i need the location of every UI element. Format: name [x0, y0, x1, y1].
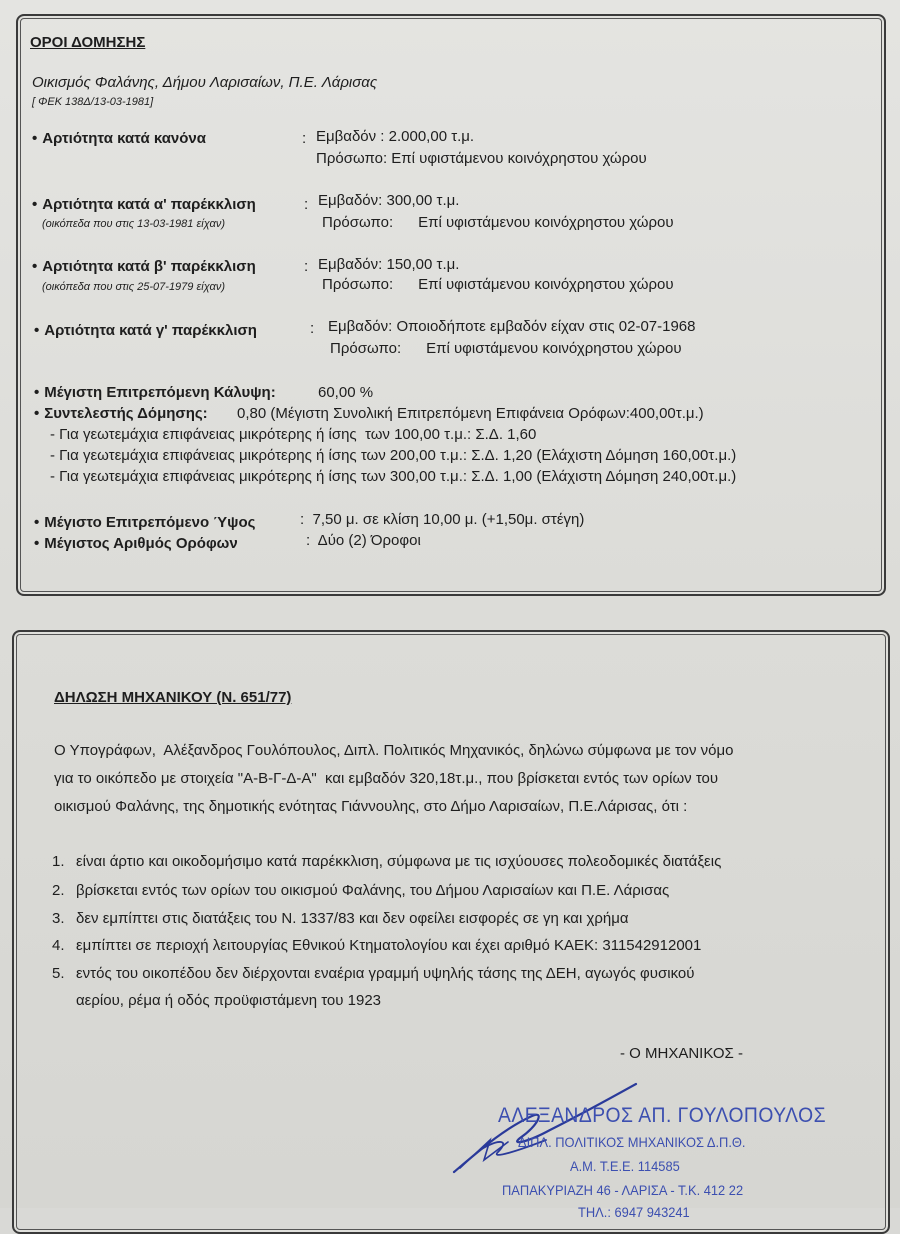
coverage-value: 60,00 % — [318, 384, 374, 401]
item-text: είναι άρτιο και οικοδομήσιμο κατά παρέκκλιση, σύμφωνα με τις ισχύουσες πολεοδομικές διατάξεις — [76, 853, 722, 870]
intro-line: για το οικόπεδο με στοιχεία "Α-Β-Γ-Δ-Α" και εμβαδόν 320,18τ.μ., που βρίσκεται εντός των ορίων του — [54, 770, 719, 787]
rule-label: • Αρτιότητα κατά α' παρέκκλιση — [32, 196, 256, 213]
item-number: 4. — [52, 937, 65, 954]
rule-area: Εμβαδόν: 300,00 τ.μ. — [318, 192, 460, 209]
coverage-label: • Μέγιστη Επιτρεπόμενη Κάλυψη: — [34, 384, 276, 401]
density-value: 0,80 (Μέγιστη Συνολική Επιτρεπόμενη Επιφάνεια Ορόφων:400,00τ.μ.) — [237, 405, 704, 422]
rule-frontage: Πρόσωπο: Επί υφιστάμενου κοινόχρηστου χώρου — [316, 150, 647, 167]
rule-frontage: Πρόσωπο: Επί υφιστάμενου κοινόχρηστου χώρου — [322, 214, 674, 231]
rule-frontage: Πρόσωπο: Επί υφιστάμενου κοινόχρηστου χώρου — [330, 340, 682, 357]
rule-separator: : — [304, 258, 309, 275]
rule-frontage: Πρόσωπο: Επί υφιστάμενου κοινόχρηστου χώρου — [322, 276, 674, 293]
item-text-continued: αερίου, ρέμα ή οδός προϋφιστάμενη του 1923 — [76, 992, 382, 1009]
declaration-heading: ΔΗΛΩΣΗ ΜΗΧΑΝΙΚΟΥ (Ν. 651/77) — [54, 689, 292, 706]
item-text: βρίσκεται εντός των ορίων του οικισμού Φαλάνης, του Δήμου Λαρισαίων και Π.Ε. Λάρισας — [76, 882, 670, 899]
item-text: δεν εμπίπτει στις διατάξεις του Ν. 1337/83 και δεν οφείλει εισφορές σε γη και χρήμα — [76, 910, 629, 927]
item-number: 3. — [52, 910, 65, 927]
rule-note: (οικόπεδα που στις 25-07-1979 είχαν) — [42, 281, 225, 293]
height-value: : 7,50 μ. σε κλίση 10,00 μ. (+1,50μ. στέγη) — [300, 511, 585, 528]
rule-separator: : — [302, 130, 307, 147]
rule-note: (οικόπεδα που στις 13-03-1981 είχαν) — [42, 218, 225, 230]
item-number: 2. — [52, 882, 65, 899]
fek-reference: [ ΦΕΚ 138Δ/13-03-1981] — [32, 96, 154, 108]
stamp-title: ΔΙΠΛ. ΠΟΛΙΤΙΚΟΣ ΜΗΧΑΝΙΚΟΣ Δ.Π.Θ. — [518, 1134, 746, 1150]
density-item: - Για γεωτεμάχια επιφάνειας μικρότερης ή ίσης των 100,00 τ.μ.: Σ.Δ. 1,60 — [50, 426, 537, 443]
rule-area: Εμβαδόν: 150,00 τ.μ. — [318, 256, 460, 273]
floors-label: • Μέγιστος Αριθμός Ορόφων — [34, 535, 238, 552]
rule-separator: : — [304, 196, 309, 213]
rule-label: • Αρτιότητα κατά κανόνα — [32, 130, 206, 147]
intro-line: οικισμού Φαλάνης, της δημοτικής ενότητας Γιάννουλης, στο Δήμο Λαρισαίων, Π.Ε.Λάρισας, ότι : — [54, 798, 688, 815]
rule-label: • Αρτιότητα κατά β' παρέκκλιση — [32, 258, 256, 275]
item-number: 1. — [52, 853, 65, 870]
height-label: • Μέγιστο Επιτρεπόμενο Ύψος — [34, 514, 255, 531]
rule-separator: : — [310, 320, 315, 337]
settlement-location: Οικισμός Φαλάνης, Δήμου Λαρισαίων, Π.Ε. Λάρισας — [32, 74, 378, 91]
density-label: • Συντελεστής Δόμησης: — [34, 405, 208, 422]
rule-label: • Αρτιότητα κατά γ' παρέκκλιση — [34, 322, 257, 339]
rule-area: Εμβαδόν : 2.000,00 τ.μ. — [316, 128, 475, 145]
density-item: - Για γεωτεμάχια επιφάνειας μικρότερης ή ίσης των 200,00 τ.μ.: Σ.Δ. 1,20 (Ελάχιστη Δόμηση 160,00τ.μ.) — [50, 447, 737, 464]
engineer-signoff: - Ο ΜΗΧΑΝΙΚΟΣ - — [620, 1045, 743, 1062]
engineer-stamp — [488, 1100, 826, 1220]
density-item: - Για γεωτεμάχια επιφάνειας μικρότερης ή ίσης των 300,00 τ.μ.: Σ.Δ. 1,00 (Ελάχιστη Δόμηση 240,00τ.μ.) — [50, 468, 737, 485]
rule-area: Εμβαδόν: Οποιοδήποτε εμβαδόν είχαν στις 02-07-1968 — [328, 318, 696, 335]
building-terms-heading: ΟΡΟΙ ΔΟΜΗΣΗΣ — [30, 34, 146, 51]
item-number: 5. — [52, 965, 65, 982]
stamp-name: ΑΛΕΞΑΝΔΡΟΣ ΑΠ. ΓΟΥΛΟΠΟΥΛΟΣ — [498, 1104, 826, 1127]
item-text: εμπίπτει σε περιοχή λειτουργίας Εθνικού Κτηματολογίου και έχει αριθμό ΚΑΕΚ: 311542912001 — [76, 937, 702, 954]
stamp-registration: Α.Μ. Τ.Ε.Ε. 114585 — [570, 1158, 680, 1174]
intro-line: Ο Υπογράφων, Αλέξανδρος Γουλόπουλος, Διπλ. Πολιτικός Μηχανικός, δηλώνω σύμφωνα με τον νόμο — [54, 742, 734, 759]
item-text: εντός του οικοπέδου δεν διέρχονται εναέρια γραμμή υψηλής τάσης της ΔΕΗ, αγωγός φυσικού — [76, 965, 695, 982]
stamp-address: ΠΑΠΑΚΥΡΙΑΖΗ 46 - ΛΑΡΙΣΑ - Τ.Κ. 412 22 — [502, 1182, 744, 1198]
stamp-phone: ΤΗΛ.: 6947 943241 — [578, 1204, 690, 1220]
floors-value: : Δύο (2) Όροφοι — [306, 532, 421, 549]
